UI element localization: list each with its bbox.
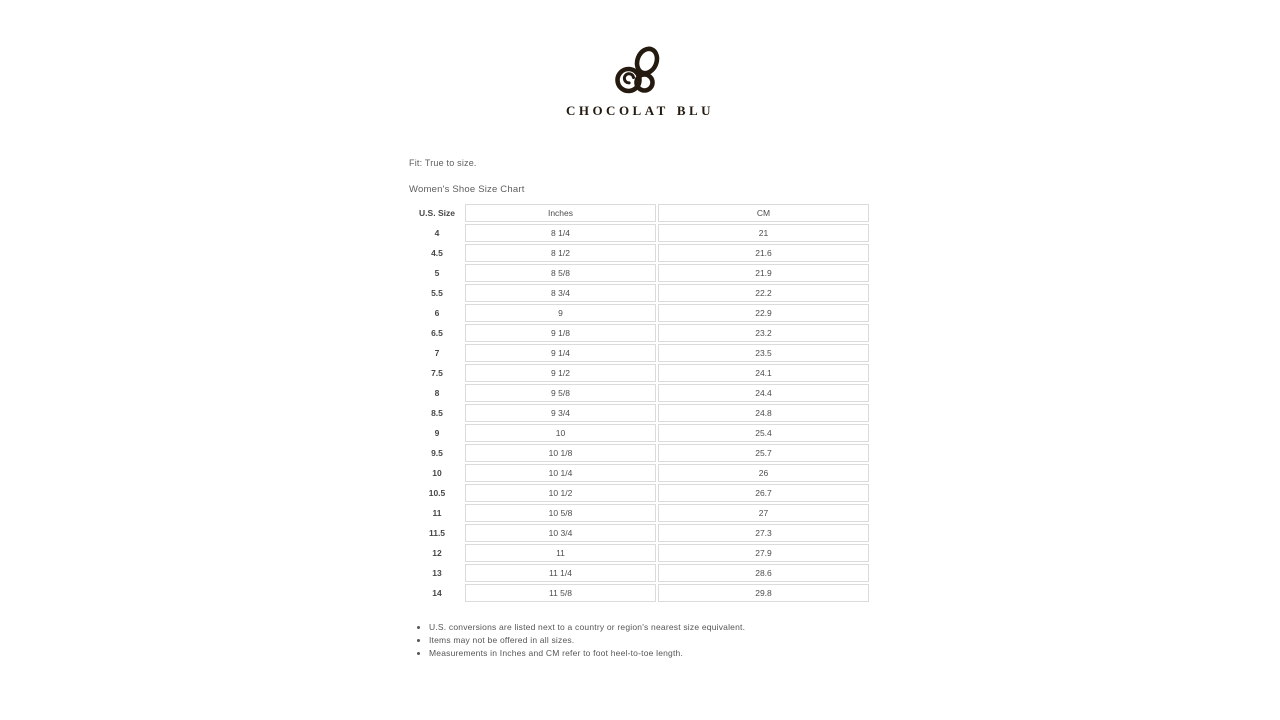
cm-cell: 23.5 [658, 344, 869, 362]
table-row [411, 244, 869, 262]
table-row [411, 424, 869, 442]
footnote-item: • Measurements in Inches and CM refer to foot heel-to-toe length. [429, 648, 871, 658]
brand-wordmark: chocolat blu [565, 99, 715, 119]
table-row [411, 524, 869, 542]
table-row [411, 304, 869, 322]
size-chart-body [411, 224, 869, 602]
footnote-item: • U.S. conversions are listed next to a country or region's nearest size equivalent. [429, 622, 871, 632]
us-size-cell: 13 [432, 568, 442, 578]
size-chart-table [409, 202, 871, 604]
inches-cell: 9 5/8 [465, 384, 656, 402]
us-size-cell: 4 [434, 228, 440, 238]
us-size-cell: 9.5 [431, 448, 443, 458]
inches-cell: 9 [465, 304, 656, 322]
cm-cell: 23.2 [658, 324, 869, 342]
inches-cell: 10 3/4 [465, 524, 656, 542]
fit-note: Fit: True to size. [409, 158, 477, 168]
cm-cell: 27.3 [658, 524, 869, 542]
inches-cell: 10 1/4 [465, 464, 656, 482]
table-row [411, 504, 869, 522]
us-size-cell: 11.5 [428, 528, 446, 538]
table-row [411, 464, 869, 482]
cm-cell: 21.9 [658, 264, 869, 282]
chart-title: Women's Shoe Size Chart [409, 184, 525, 195]
brand-logo [409, 0, 871, 118]
inches-cell: 11 1/4 [465, 564, 656, 582]
cm-cell: 26.7 [658, 484, 869, 502]
table-row [411, 384, 869, 402]
table-row [411, 584, 869, 602]
cm-cell: 25.4 [658, 424, 869, 442]
us-size-cell: 9 [434, 428, 440, 438]
us-size-cell: 11 [432, 508, 442, 518]
cm-cell: 25.7 [658, 444, 869, 462]
inches-cell: 9 1/2 [465, 364, 656, 382]
table-row [411, 564, 869, 582]
cm-cell: 21 [658, 224, 869, 242]
cm-cell: 22.9 [658, 304, 869, 322]
cm-cell: 27.9 [658, 544, 869, 562]
cm-cell: 24.8 [658, 404, 869, 422]
table-row [411, 344, 869, 362]
us-size-cell: 4.5 [431, 248, 443, 258]
table-header-row [411, 204, 869, 222]
us-size-cell: 10 [432, 468, 442, 478]
cm-cell: 27 [658, 504, 869, 522]
table-row [411, 444, 869, 462]
inches-cell: 8 1/4 [465, 224, 656, 242]
table-row [411, 364, 869, 382]
inches-cell: 8 5/8 [465, 264, 656, 282]
cm-cell: 24.4 [658, 384, 869, 402]
us-size-cell: 6 [434, 308, 440, 318]
inches-cell: 8 3/4 [465, 284, 656, 302]
table-row [411, 264, 869, 282]
table-row [411, 224, 869, 242]
column-header-inches: Inches [465, 204, 656, 222]
inches-cell: 11 [465, 544, 656, 562]
inches-cell: 10 1/2 [465, 484, 656, 502]
inches-cell: 9 3/4 [465, 404, 656, 422]
footnote-item: • Items may not be offered in all sizes. [429, 635, 871, 645]
us-size-cell: 7.5 [431, 368, 443, 378]
size-guide-page [409, 0, 871, 658]
inches-cell: 9 1/4 [465, 344, 656, 362]
column-header-cm: CM [658, 204, 869, 222]
us-size-cell: 10.5 [428, 488, 446, 498]
us-size-cell: 5.5 [431, 288, 443, 298]
table-row [411, 484, 869, 502]
us-size-cell: 8 [434, 388, 440, 398]
us-size-cell: 8.5 [431, 408, 443, 418]
inches-cell: 10 1/8 [465, 444, 656, 462]
chocolat-blu-monogram-icon [610, 46, 670, 96]
cm-cell: 28.6 [658, 564, 869, 582]
us-size-cell: 6.5 [431, 328, 443, 338]
us-size-cell: 12 [432, 548, 442, 558]
table-row [411, 324, 869, 342]
inches-cell: 11 5/8 [465, 584, 656, 602]
cm-cell: 21.6 [658, 244, 869, 262]
inches-cell: 10 [465, 424, 656, 442]
us-size-cell: 14 [432, 588, 442, 598]
inches-cell: 8 1/2 [465, 244, 656, 262]
inches-cell: 10 5/8 [465, 504, 656, 522]
cm-cell: 24.1 [658, 364, 869, 382]
cm-cell: 29.8 [658, 584, 869, 602]
inches-cell: 9 1/8 [465, 324, 656, 342]
cm-cell: 26 [658, 464, 869, 482]
table-row [411, 544, 869, 562]
footnotes-list [409, 622, 871, 658]
us-size-cell: 7 [434, 348, 440, 358]
table-row [411, 404, 869, 422]
us-size-cell: 5 [434, 268, 440, 278]
cm-cell: 22.2 [658, 284, 869, 302]
column-header-us-size: U.S. Size [419, 208, 455, 218]
table-row [411, 284, 869, 302]
